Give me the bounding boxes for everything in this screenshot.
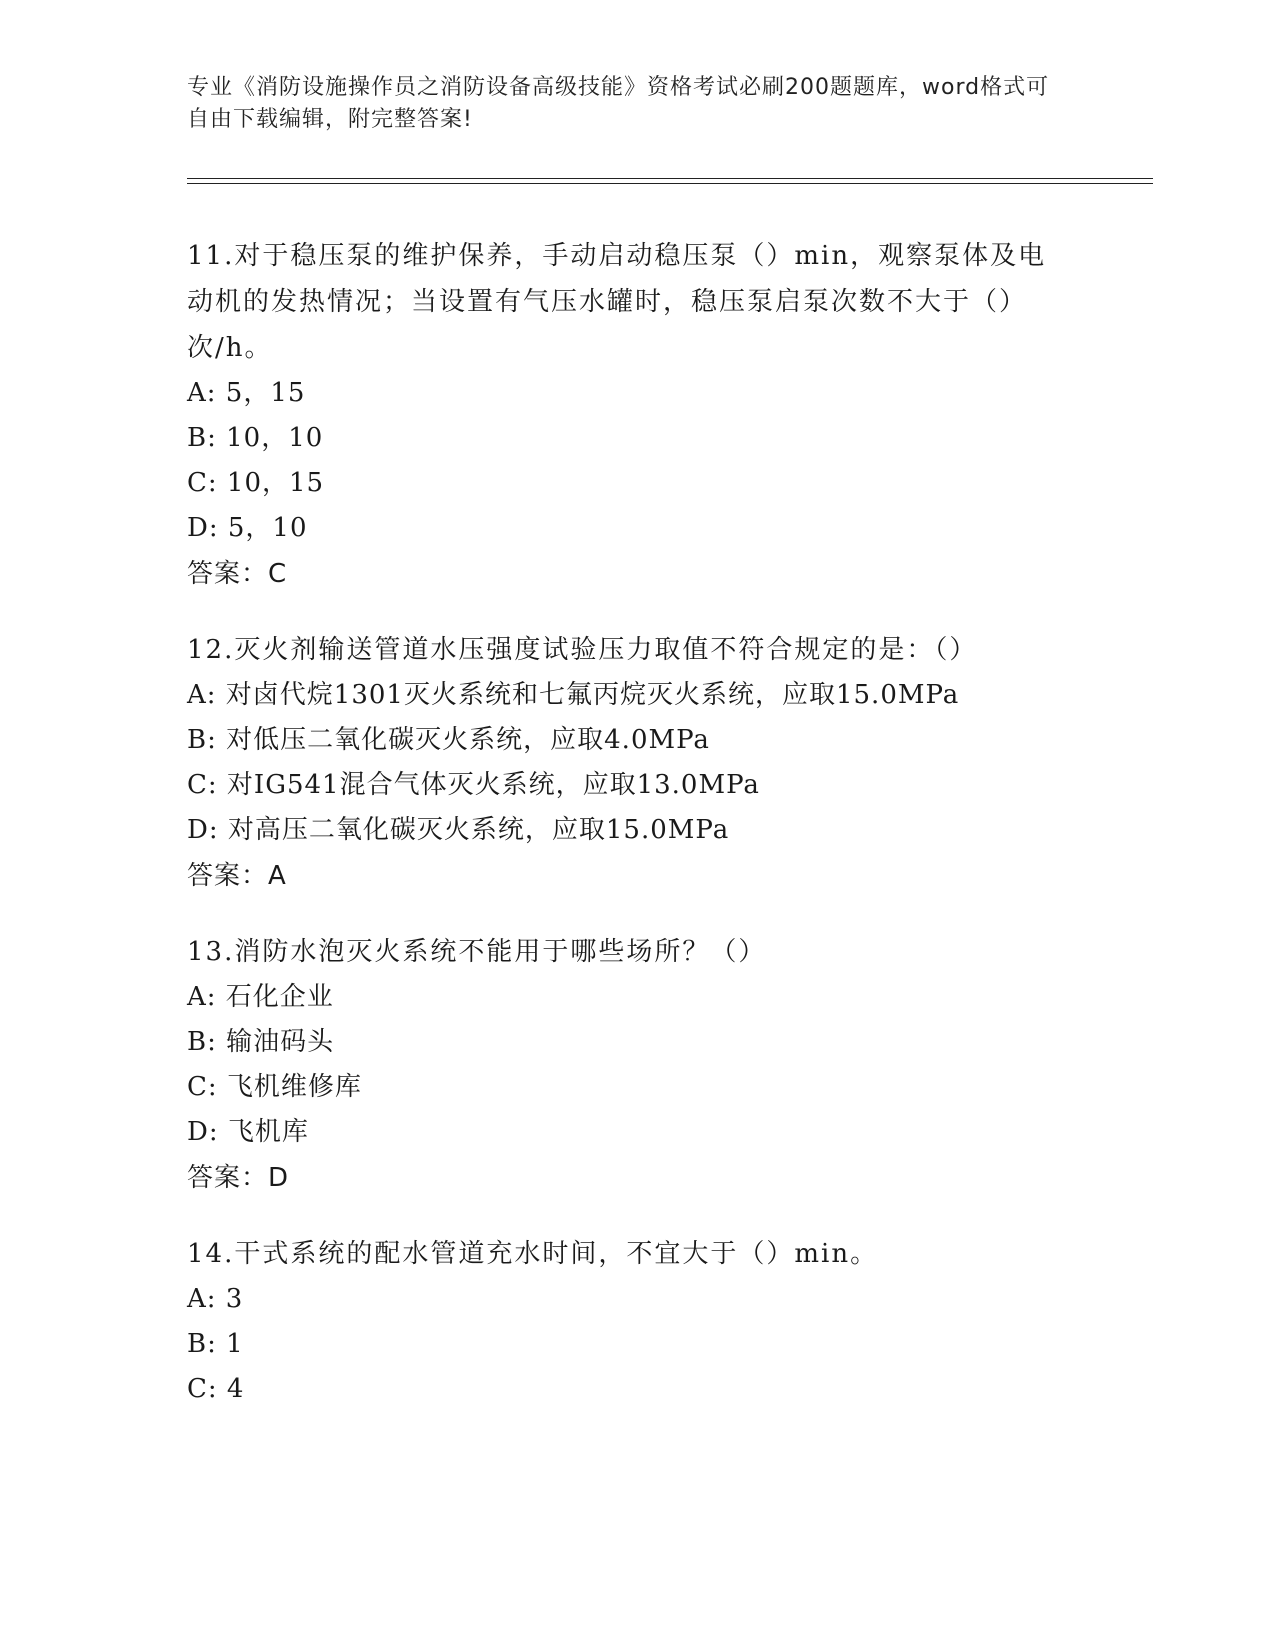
- option-b: B: 1: [187, 1329, 244, 1359]
- option-a: A: 石化企业: [187, 982, 334, 1012]
- question-stem: 11.对于稳压泵的维护保养，手动启动稳压泵（）min，观察泵体及电动机的发热情况；当设置有气压水罐时，稳压泵启泵次数不大于（）次/h。: [187, 241, 1047, 363]
- question-stem: 14.干式系统的配水管道充水时间，不宜大于（）min。: [187, 1239, 879, 1269]
- question-12: [187, 627, 1087, 899]
- answer-line: 答案：C: [187, 559, 288, 589]
- option-b: B: 10，10: [187, 423, 324, 453]
- answer-line: 答案：D: [187, 1163, 290, 1193]
- option-c: C: 10，15: [187, 468, 325, 498]
- option-d: D: 5，10: [187, 513, 308, 543]
- question-13: [187, 929, 1087, 1201]
- option-d: D: 飞机库: [187, 1117, 309, 1147]
- option-b: B: 输油码头: [187, 1027, 335, 1057]
- header-divider-top: [187, 178, 1153, 179]
- option-a: A: 5，15: [187, 378, 306, 408]
- option-a: A: 3: [187, 1284, 244, 1314]
- option-c: C: 飞机维修库: [187, 1072, 362, 1102]
- question-stem: 12.灭火剂输送管道水压强度试验压力取值不符合规定的是：（）: [187, 635, 978, 665]
- option-c: C: 4: [187, 1374, 245, 1404]
- question-stem: 13.消防水泡灭火系统不能用于哪些场所？（）: [187, 937, 767, 967]
- option-d: D: 对高压二氧化碳灭火系统，应取15.0MPa: [187, 815, 730, 845]
- option-c: C: 对IG541混合气体灭火系统，应取13.0MPa: [187, 770, 760, 800]
- question-14: [187, 1231, 1087, 1412]
- question-list: [187, 233, 1087, 1442]
- option-b: B: 对低压二氧化碳灭火系统，应取4.0MPa: [187, 725, 710, 755]
- header-divider-bottom: [187, 183, 1153, 184]
- answer-line: 答案：A: [187, 861, 287, 891]
- option-a: A: 对卤代烷1301灭火系统和七氟丙烷灭火系统，应取15.0MPa: [187, 680, 960, 710]
- document-header: 专业《消防设施操作员之消防设备高级技能》资格考试必刷200题题库，word格式可自由下载编辑，附完整答案!: [187, 75, 1050, 132]
- question-11: [187, 233, 1087, 597]
